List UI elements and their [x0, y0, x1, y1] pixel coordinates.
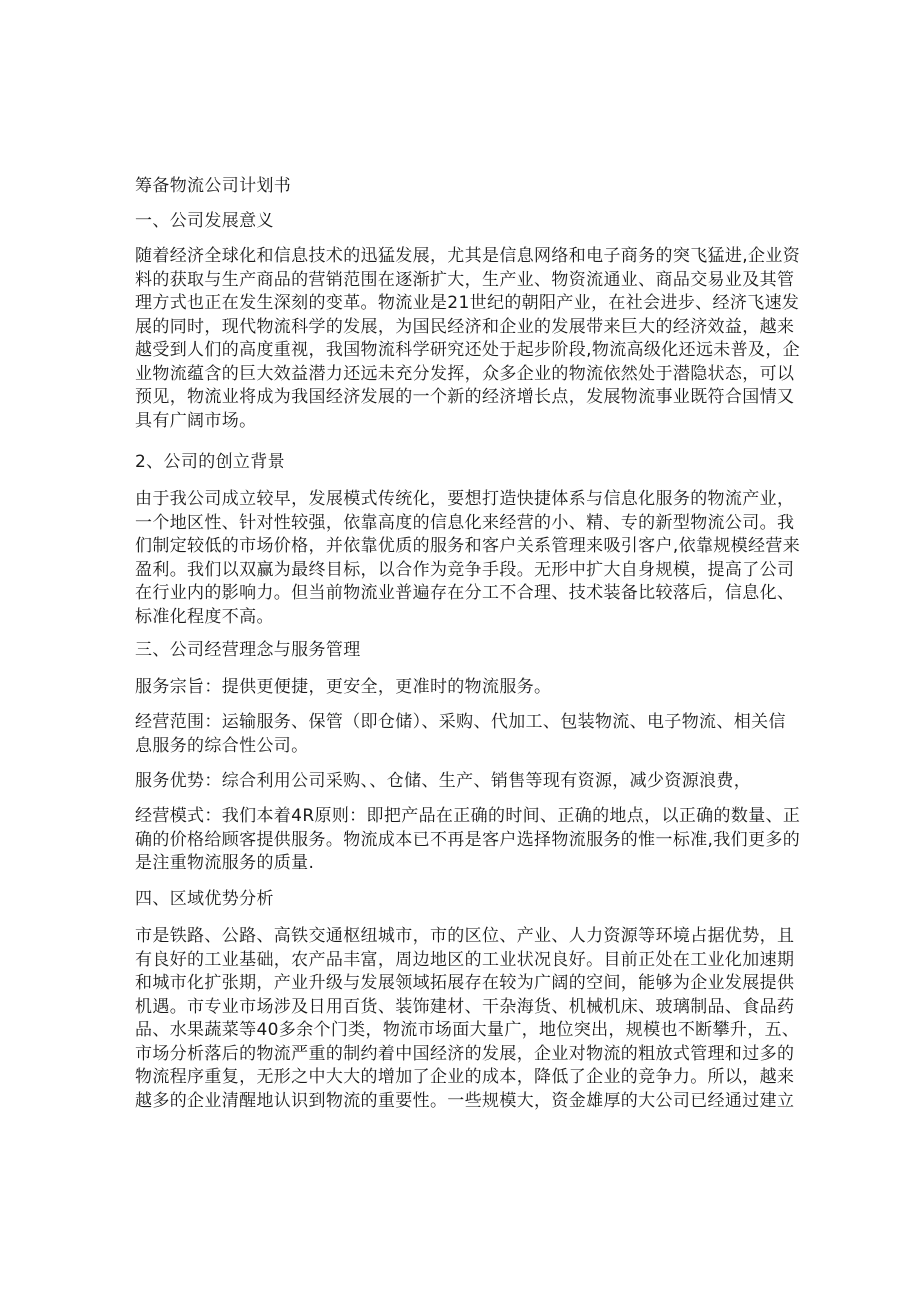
paragraph-line: 品、水果蔬菜等40多余个门类，物流市场面大量广，地位突出，规模也不断攀升，五、	[135, 1020, 800, 1040]
paragraph-line: 经营模式：我们本着4R原则：即把产品在正确的时间、正确的地点，以正确的数量、正	[135, 806, 801, 826]
paragraph-line: 越受到人们的高度重视，我国物流科学研究还处于起步阶段,物流高级化还远未普及，企	[135, 340, 801, 360]
paragraph-line: 由于我公司成立较早，发展模式传统化，要想打造快捷体系与信息化服务的物流产业，	[135, 489, 795, 509]
section-2-heading	[135, 451, 795, 475]
paragraph-line: 市场分析落后的物流严重的制约着中国经济的发展，企业对物流的粗放式管理和过多的	[135, 1043, 795, 1064]
business-scope-paragraph	[135, 711, 795, 758]
heading-text: 三、公司经营理念与服务管理	[135, 640, 361, 660]
paragraph-line: 确的价格给顾客提供服务。物流成本已不再是客户选择物流服务的惟一标准,我们更多的	[135, 829, 801, 850]
heading-text: 一、公司发展意义	[135, 211, 274, 231]
paragraph-line: 越多的企业清醒地认识到物流的重要性。一些规模大，资金雄厚的大公司已经通过建立	[135, 1090, 795, 1111]
paragraph-line: 随着经济全球化和信息技术的迅猛发展，尤其是信息网络和电子商务的突飞猛进,企业资	[135, 246, 801, 266]
document-title: 筹备物流公司计划书	[135, 176, 292, 196]
heading-text: 四、区域优势分析	[135, 889, 274, 909]
service-purpose-paragraph	[135, 676, 795, 700]
paragraph-line: 展的同时，现代物流科学的发展，为国民经济和企业的发展带来巨大的经济效益，越来	[135, 316, 795, 337]
paragraph-line: 息服务的综合性公司。	[135, 735, 309, 756]
paragraph-line: 服务优势：综合利用公司采购、、仓储、生产、销售等现有资源，减少资源浪费，	[135, 771, 752, 791]
paragraph-line: 物流程序重复，无形之中大大的增加了企业的成本，降低了企业的竞争力。所以，越来	[135, 1067, 795, 1087]
section-3-heading	[135, 639, 795, 663]
paragraph-line: 市是铁路、公路、高铁交通枢纽城市，市的区位、产业、人力资源等环境占据优势，且	[135, 926, 795, 946]
paragraph-line: 机遇。市专业市场涉及日用百货、装饰建材、干杂海货、机械机床、玻璃制品、食品药	[135, 996, 795, 1017]
paragraph-line: 具有广阔市场。	[135, 410, 257, 431]
section-1-paragraph	[135, 245, 801, 433]
section-4-heading	[135, 888, 795, 912]
paragraph-line: 业物流蕴含的巨大效益潜力还远未充分发挥，众多企业的物流依然处于潜隐状态，可以	[135, 363, 795, 384]
paragraph-line: 盈利。我们以双赢为最终目标，以合作为竞争手段。无形中扩大自身规模，提高了公司	[135, 559, 795, 580]
paragraph-line: 服务宗旨：提供更便捷，更安全，更准时的物流服务。	[135, 677, 552, 697]
paragraph-line: 经营范围：运输服务、保管（即仓储）、采购、代加工、包装物流、电子物流、相关信	[135, 712, 786, 732]
paragraph-line: 在行业内的影响力。但当前物流业普遍存在分工不合理、技术装备比较落后，信息化、	[135, 583, 795, 603]
paragraph-line: 是注重物流服务的质量.	[135, 853, 315, 873]
section-4-paragraph	[135, 925, 800, 1113]
section-1-heading	[135, 210, 795, 234]
paragraph-line: 一个地区性、针对性较强，依靠高度的信息化来经营的小、精、专的新型物流公司。我	[135, 512, 795, 533]
paragraph-line: 预见，物流业将成为我国经济发展的一个新的经济增长点，发展物流事业既符合国情又	[135, 387, 795, 407]
heading-text: 2、公司的创立背景	[135, 452, 285, 472]
business-model-paragraph	[135, 805, 801, 876]
section-2-paragraph	[135, 488, 801, 629]
service-advantage-paragraph	[135, 770, 795, 794]
paragraph-line: 和城市化扩张期，产业升级与发展领域拓展存在较为广阔的空间，能够为企业发展提供	[135, 973, 795, 993]
paragraph-line: 理方式也正在发生深刻的变革。物流业是21世纪的朝阳产业，在社会进步、经济飞速发	[135, 293, 800, 313]
paragraph-line: 标准化程度不高。	[135, 606, 274, 627]
paragraph-line: 料的获取与生产商品的营销范围在逐渐扩大，生产业、物资流通业、商品交易业及其管	[135, 269, 795, 290]
paragraph-line: 有良好的工业基础，农产品丰富，周边地区的工业状况良好。目前正处在工业化加速期	[135, 949, 795, 970]
paragraph-line: 们制定较低的市场价格，并依靠优质的服务和客户关系管理来吸引客户,依靠规模经营来	[135, 536, 801, 556]
